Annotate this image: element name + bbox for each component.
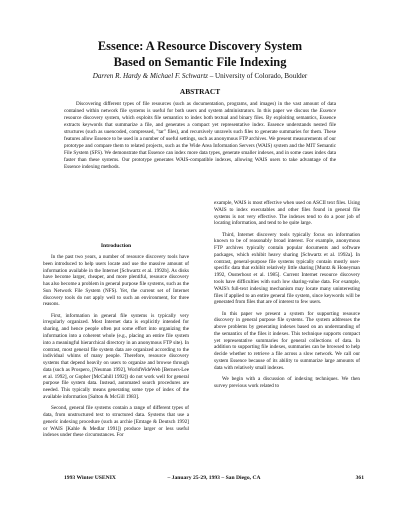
page-footer xyxy=(64,474,364,482)
byline xyxy=(20,72,380,81)
abstract-paragraph xyxy=(64,101,336,171)
page-number: 361 xyxy=(355,475,364,481)
abstract-text-a: Discovering different types of file resources (such as documentation, programs, and images) in the vast amount of data contained within network file systems is useful for both users and system administrators. In this paper we discuss the xyxy=(64,101,336,115)
abstract-body xyxy=(64,101,336,171)
section-heading-introduction: Introduction xyxy=(100,243,132,249)
paper-title xyxy=(20,39,380,70)
right-paragraph-4: We begin with a discussion of indexing techniques. We then survey previous work related to xyxy=(214,375,360,389)
left-column xyxy=(43,243,189,443)
left-paragraph-2: First, information in general file systems is typically very irregularly organized. Most Internet data is explicitly intended for sharing, and hence people often put some effort into organizing the information into a coherent whole (e.g., placing an entire file system into a meaningful hierarchical directory in an anonymous FTP site). In contrast, most general file system data are organized according to the individual whims of many people. Therefore, resource discovery systems that depend heavily on users to organize and browse through data (such as Prospero, [Neuman 1992], WorldWideWeb [Berners-Lee et al. 1992], or Gopher [McCahill 1992]) do not work well for general purpose file system data. Instead, automated search procedures are needed. This typically means generating some type of index of the available information [Salton & McGill 1983]. xyxy=(43,312,189,401)
title-line-2: Based on Semantic File Indexing xyxy=(113,54,287,69)
authors: Darren R. Hardy & Michael F. Schwartz xyxy=(92,72,208,80)
left-paragraph-3: Second, general file systems contain a range of different types of data, from unstructured text to structured data. Systems that use a generic indexing procedure (such as archie [Emtage & Deutsch 1992] or WAIS [Kahle & Medlar 1991]) produce larger or less useful indexes under these circumstances. For xyxy=(43,405,189,439)
right-column xyxy=(214,200,360,394)
right-paragraph-1: example, WAIS is most effective when used on ASCII text files. Using WAIS to index executables and other files found in general file systems is not very effective. The indexes tend to do a poor job of locating information, and tend to be quite large. xyxy=(214,200,360,227)
left-paragraph-1: In the past two years, a number of resource discovery tools have been introduced to help users locate and use the massive amount of information available in the Internet [Schwartz et al. 1992b]. As disks have become larger, cheaper, and more plentiful, resource discovery has also become a problem in general purpose file systems, such as the Sun Network File System (NFS). Yet, the current set of Internet discovery tools do not apply well to such an environment, for three reasons. xyxy=(43,254,189,308)
abstract-heading: ABSTRACT xyxy=(179,87,221,96)
abstract-emphasis: Essence xyxy=(319,108,336,115)
right-paragraph-2: Third, Internet discovery tools typically focus on information known to be of reasonably broad interest. For example, anonymous FTP archives typically contain popular documents and software packages, which exhibit heavy sharing [Schwartz et al. 1992a]. In contrast, general-purpose file systems typically contain mostly user-specific data that exhibit relatively little sharing [Muntz & Honeyman 1992, Ousterhout et al. 1985]. Current Internet resource discovery tools have difficulties with such low sharing-value data. For example, WAIS's full-text indexing mechanism may locate many uninteresting files if applied to an entire general file system, since keywords will be generated from files that are of interest to few users. xyxy=(214,231,360,306)
title-line-1: Essence: A Resource Discovery System xyxy=(97,39,303,53)
abstract-text-b: resource discovery system, which exploits file semantics to index both textual and binary files. By exploiting semantics, Essence extracts keywords that summarize a file, and generates a compact yet representative index. Essence understands nested file structures (such as uuencoded, compressed, "tar" files), and recursively unravels such files to generate summaries for them. These features allow Essence to be used in a number of useful settings, such as anonymous FTP archives. We present measurements of our prototype and compare them to related projects, such as the Wide Area Information Servers (WAIS) system and the MIT Semantic File System (SFS). We demonstrate that Essence can index more data types, generate smaller indexes, and in some cases index data faster than these systems. Our prototype generates WAIS-compatible indexes, allowing WAIS users to take advantage of the Essence indexing methods. xyxy=(64,115,336,171)
affiliation: – University of Colorado, Boulder xyxy=(209,72,308,80)
right-paragraph-3: In this paper we present a system for supporting resource discovery in general purpose file systems. The system addresses the above problems by generating indexes based on an understanding of the semantics of the files it indexes. This technique supports compact yet representative summaries for general collections of data. In addition to supporting file indexes, summaries can be browsed to help decide whether to retrieve a file across a slow network. We call our system Essence because of its ability to summarize large amounts of data with relatively small indexes. xyxy=(214,310,360,371)
footer-conference: 1993 Winter USENIX xyxy=(64,475,116,481)
footer-dates-location: – January 25-29, 1993 – San Diego, CA xyxy=(167,475,261,481)
